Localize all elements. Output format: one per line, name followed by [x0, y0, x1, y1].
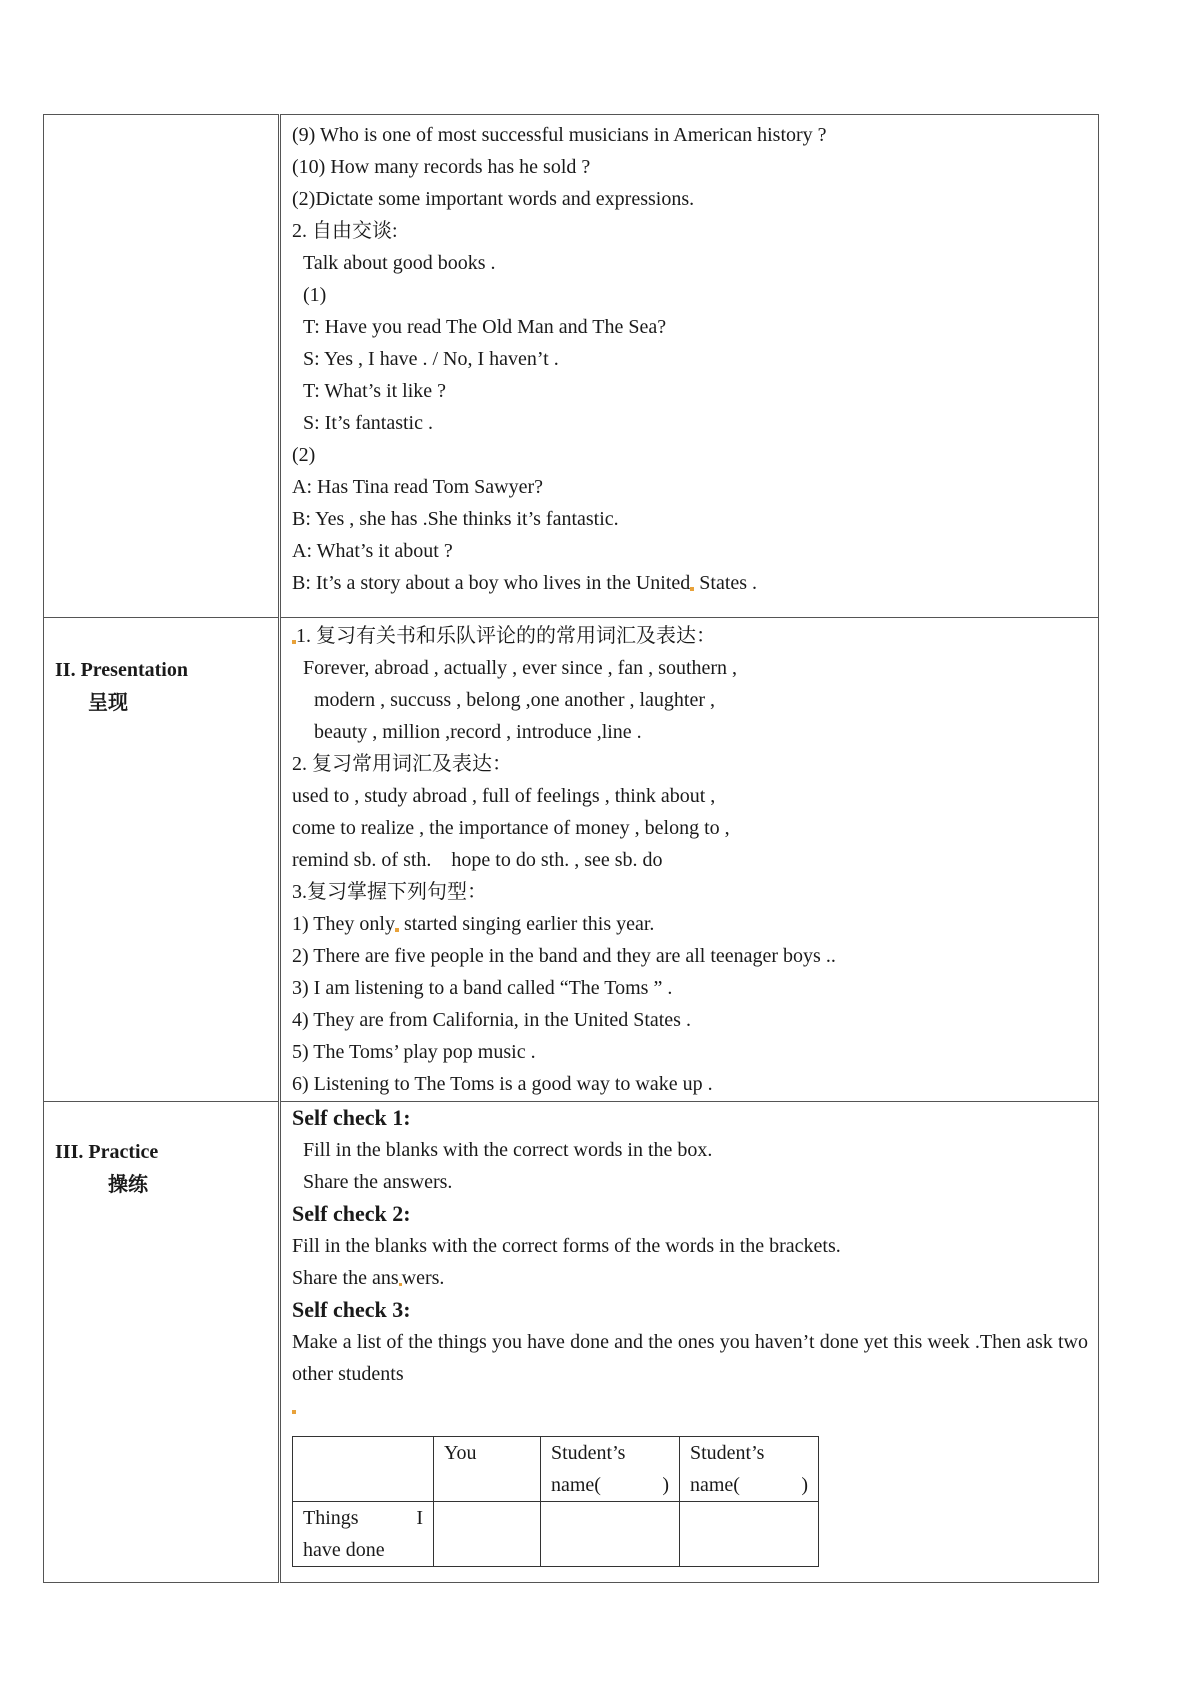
row-review-label-cell — [44, 115, 280, 618]
practice-label-zh: 操练 — [108, 1172, 148, 1196]
self-check-1-title: Self check 1: — [292, 1105, 411, 1130]
row-practice-label-cell — [44, 1102, 280, 1583]
lesson-plan-table — [43, 114, 1099, 1583]
survey-table — [292, 1436, 819, 1567]
self-check-3-text: Make a list of the things you have done and the ones you haven’t done yet this week .Then ask two other students — [292, 1331, 1088, 1385]
row-presentation — [44, 618, 1099, 1102]
phrase-line: remind sb. of sth. hope to do sth. , see sb. do — [292, 849, 663, 871]
row-presentation-content — [280, 618, 1099, 1102]
dialogue-line: S: Yes , I have . / No, I haven’t . — [303, 348, 559, 370]
survey-header-you: You — [434, 1437, 541, 1502]
dialogue-line: B: Yes , she has .She thinks it’s fantastic. — [292, 508, 619, 530]
dialogue-line: S: It’s fantastic . — [303, 412, 433, 434]
edit-mark — [395, 928, 399, 932]
vocab-line: modern , succuss , belong ,one another , laughter , — [314, 689, 716, 711]
sentence-1: 1) They only started singing earlier this year. — [292, 913, 655, 935]
row-review — [44, 115, 1099, 618]
survey-header-student-1: Student’s name( ) — [541, 1437, 680, 1502]
row-presentation-label-cell — [44, 618, 280, 1102]
question-10: (10) How many records has he sold ? — [292, 156, 591, 178]
dialogue-1-label: (1) — [303, 284, 327, 306]
free-talk-heading: 2. 自由交谈: — [292, 220, 398, 242]
survey-cell-student-1 — [541, 1502, 680, 1567]
edit-mark-line — [292, 1390, 1088, 1422]
review-heading-1: 1. 复习有关书和乐队评论的的常用词汇及表达： — [292, 620, 1088, 652]
self-check-1-line: Fill in the blanks with the correct words in the box. — [303, 1139, 713, 1161]
self-check-2-title: Self check 2: — [292, 1201, 411, 1226]
dictate-line: (2)Dictate some important words and expressions. — [292, 188, 695, 210]
talk-about-books: Talk about good books . — [303, 252, 496, 274]
phrase-line: come to realize , the importance of money , belong to , — [292, 817, 730, 839]
presentation-label: II. Presentation — [55, 659, 188, 681]
sentence-2: 2) There are five people in the band and they are all teenager boys .. — [292, 945, 836, 967]
survey-header-row — [293, 1437, 819, 1502]
question-9: (9) Who is one of most successful musicians in American history ? — [292, 124, 827, 146]
vocab-line: Forever, abroad , actually , ever since , fan , southern , — [303, 657, 738, 679]
row-review-content — [280, 115, 1099, 618]
dialogue-line: T: What’s it like ? — [303, 380, 447, 402]
self-check-2-line: Fill in the blanks with the correct forms of the words in the brackets. — [292, 1235, 841, 1257]
survey-row-done — [293, 1502, 819, 1567]
sentence-5: 5) The Toms’ play pop music . — [292, 1041, 536, 1063]
vocab-line: beauty , million ,record , introduce ,line . — [314, 721, 642, 743]
survey-cell-you — [434, 1502, 541, 1567]
dialogue-2-label: (2) — [292, 444, 316, 466]
survey-cell-student-2 — [680, 1502, 819, 1567]
self-check-2-line: Share the ans wers. — [292, 1267, 445, 1289]
dialogue-line: A: What’s it about ? — [292, 540, 453, 562]
dialogue-line: T: Have you read The Old Man and The Sea? — [303, 316, 667, 338]
phrase-line: used to , study abroad , full of feelings , think about , — [292, 785, 716, 807]
edit-mark — [690, 587, 694, 591]
presentation-label-zh: 呈现 — [88, 690, 128, 714]
self-check-1-line: Share the answers. — [303, 1171, 453, 1193]
practice-label: III. Practice — [55, 1141, 159, 1163]
survey-row-label: Things I have done — [293, 1502, 434, 1567]
edit-mark — [292, 1410, 296, 1414]
sentence-4: 4) They are from California, in the United States . — [292, 1009, 691, 1031]
row-practice-content — [280, 1102, 1099, 1583]
dialogue-line: A: Has Tina read Tom Sawyer? — [292, 476, 543, 498]
self-check-3-title: Self check 3: — [292, 1297, 411, 1322]
review-heading-2: 2. 复习常用词汇及表达： — [292, 753, 512, 775]
survey-header-student-2: Student’s name( ) — [680, 1437, 819, 1502]
row-practice — [44, 1102, 1099, 1583]
review-heading-3: 3.复习掌握下列句型： — [292, 881, 487, 903]
dialogue-line: B: It’s a story about a boy who lives in the United States . — [292, 572, 758, 594]
sentence-3: 3) I am listening to a band called “The Toms ” . — [292, 977, 673, 999]
sentence-6: 6) Listening to The Toms is a good way to wake up . — [292, 1073, 713, 1095]
survey-header-empty — [293, 1437, 434, 1502]
